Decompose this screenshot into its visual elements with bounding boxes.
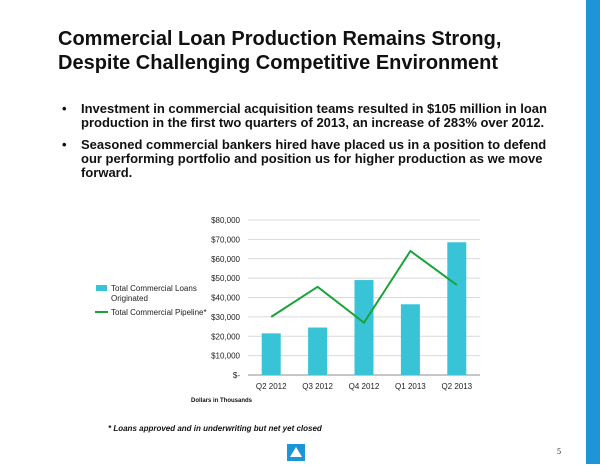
bar-layer	[262, 242, 467, 375]
y-tick-label: $10,000	[211, 351, 240, 361]
page-number: 5	[557, 447, 561, 456]
legend-label-pipeline: Total Commercial Pipeline*	[111, 308, 207, 317]
legend-swatch-loans	[96, 285, 107, 291]
legend	[95, 284, 207, 317]
bullet-icon: •	[62, 101, 67, 116]
x-tick-label: Q4 2012	[348, 382, 380, 391]
bar-loans-originated	[447, 242, 466, 375]
x-tick-label: Q2 2013	[441, 382, 473, 391]
y-axis-ticks	[211, 216, 240, 380]
x-tick-label: Q3 2012	[302, 382, 333, 391]
x-tick-label: Q1 2013	[395, 382, 426, 391]
units-note: Dollars in Thousands	[191, 398, 253, 404]
y-tick-label: $80,000	[211, 216, 240, 225]
y-tick-label: $20,000	[211, 332, 240, 342]
bullet-icon: •	[62, 137, 67, 152]
x-tick-label: Q2 2012	[255, 382, 287, 391]
bar-loans-originated	[355, 280, 374, 375]
slide-title-line-1: Commercial Loan Production Remains Strong,	[58, 28, 502, 50]
bar-loans-originated	[262, 333, 281, 375]
slide-title-line-2: Despite Challenging Competitive Environment	[58, 52, 499, 74]
bullet-text: Seasoned commercial bankers hired have placed us in a position to defend our performing portfolio and position us for higher production as we move forward.	[81, 137, 547, 180]
bar-loans-originated	[401, 304, 420, 375]
y-tick-label: $40,000	[211, 293, 240, 303]
y-tick-label: $70,000	[211, 235, 240, 245]
footnote: * Loans approved and in underwriting but net yet closed	[108, 424, 322, 433]
y-tick-label: $-	[232, 371, 240, 380]
y-tick-label: $30,000	[211, 312, 240, 322]
legend-label-loans: Total Commercial Loans Originated	[111, 284, 197, 303]
y-tick-label: $50,000	[211, 274, 240, 284]
bank-logo-icon-graphic	[287, 444, 305, 461]
y-tick-label: $60,000	[211, 254, 240, 264]
x-axis-ticks	[256, 382, 473, 391]
bullet-text: Investment in commercial acquisition teams resulted in $105 million in loan production in the first two quarters of 2013, an increase of 283% over 2012.	[81, 101, 547, 130]
bar-loans-originated	[308, 328, 327, 375]
bank-logo-icon	[287, 444, 305, 461]
